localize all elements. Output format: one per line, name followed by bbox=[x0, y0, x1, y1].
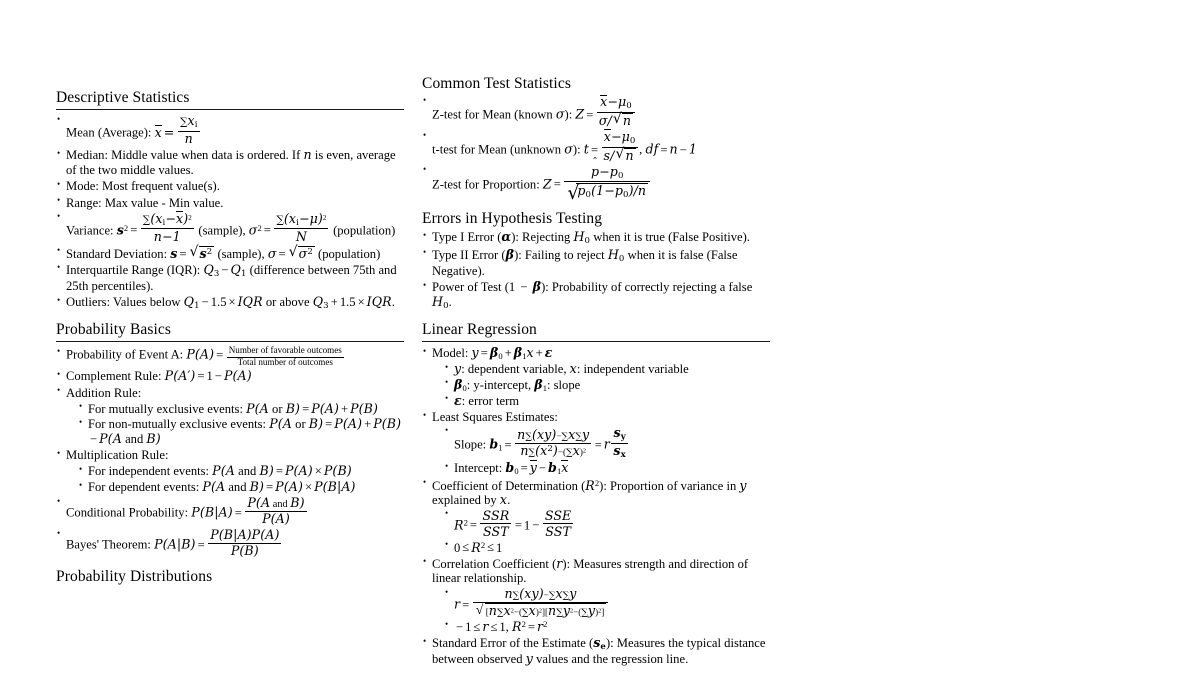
list-item: • Mean (Average): x = $\frac{\sum x_i}{n}$ bbox=[56, 114, 404, 146]
list-item: • Least Squares Estimates: • Slope: $b_1$ = $\frac{n\sum(xy)-\sum x\sum y}{n\sum(x^2)-(\sum x)^2}$ = r $\frac{s_y}{s_x}$ • Intercept: $b_0 = y - b_1x$ bbox=[422, 410, 770, 476]
list-item: • Multiplication Rule: • For independent events: P(A and B) = P(A) × P(B) • For dependent events: P(A and B) = P(A) × P(B|A) bbox=[56, 448, 404, 494]
list-item: • y: dependent variable, x: independent variable bbox=[445, 362, 770, 377]
heading-rule bbox=[56, 109, 404, 110]
list-item: • Correlation Coefficient (r): Measures strength and direction of linear relationship. • r = n∑(xy)−∑x∑y √ $[n\sum x^2-(\sum x)^2][n\sum y^2-(\sum y)^2]$ • − 1 ≤ r ≤ 1, $R^2 = r^2$ bbox=[422, 557, 770, 635]
list-common-test-statistics bbox=[422, 95, 770, 200]
list-linear-regression bbox=[422, 346, 770, 667]
list-item: • Complement Rule: P(A′) = 1 − P(A) bbox=[56, 369, 404, 384]
list-item: • Standard Deviation: s = √ $s^2$ (sample), σ = √ $\sigma^2$ (population) bbox=[56, 246, 404, 262]
heading-linear-regression: Linear Regression bbox=[422, 320, 537, 338]
heading-common-test-statistics: Common Test Statistics bbox=[422, 75, 571, 92]
list-item: • Z-test for Mean (known σ): Z = $\frac{x-\mu_0}{\sigma/ √ n}$ bbox=[422, 95, 770, 128]
section-errors-hypothesis-testing bbox=[422, 209, 770, 311]
list-item: • r = n∑(xy)−∑x∑y √ $[n\sum x^2-(\sum x)^2][n\sum y^2-(\sum y)^2]$ bbox=[445, 587, 770, 618]
list-item: • Outliers: Values below $Q_1 - 1.5$ × IQR or above $Q_3 + 1.5$ × IQR. bbox=[56, 295, 404, 311]
list-item: • Interquartile Range (IQR): $Q_3 - Q_1$ (difference between 75th and 25th percentiles). bbox=[56, 263, 404, 294]
section-descriptive-statistics bbox=[56, 88, 404, 311]
list-item: • Standard Error of the Estimate $(s_e)$: Measures the typical distance between observed y values and the regression line. bbox=[422, 636, 770, 667]
list-item: • Variance: $s^2$ = $\frac{\sum(x_i-x)^2}{n-1}$ (sample), $\sigma^2$ = $\frac{\sum(x_i-\mu)^2}{N}$ (population) bbox=[56, 212, 404, 244]
heading-rule bbox=[422, 341, 770, 342]
list-item: • Conditional Probability: P(B|A) = $\frac{\text{P(A and B)}}{P(A)}$ bbox=[56, 496, 404, 526]
sublist-model-terms bbox=[432, 362, 770, 409]
list-item: • − 1 ≤ r ≤ 1, $R^2 = r^2$ bbox=[445, 619, 770, 635]
sublist-multiplication-rule bbox=[66, 464, 404, 495]
list-item: • Probability of Event A: P(A) = $\frac{\text{Number of favorable outcomes}}{\text{Total number of outcomes}}$ bbox=[56, 346, 404, 368]
right-column bbox=[422, 0, 770, 667]
list-item: • Bayes' Theorem: P(A|B) = $\frac{P(B|A)P(A)}{P(B)}$ bbox=[56, 528, 404, 558]
sublist-addition-rule bbox=[66, 402, 404, 447]
list-item: • For dependent events: P(A and B) = P(A) × P(B|A) bbox=[79, 480, 404, 495]
list-item: • $R^2$ = $\frac{\text{SSR}}{\text{SST}}$ = 1 − $\frac{\text{SSE}}{\text{SST}}$ bbox=[445, 509, 770, 539]
list-item: • $\beta_0$: y-intercept, $\beta_1$: slope bbox=[445, 378, 770, 393]
sublist-least-squares bbox=[432, 426, 770, 476]
sublist-correlation bbox=[432, 587, 770, 635]
sublist-r-squared bbox=[432, 509, 770, 555]
list-item: • Intercept: $b_0 = y - b_1x$ bbox=[445, 461, 770, 476]
left-column bbox=[56, 0, 404, 626]
list-item: • Z-test for Proportion: Z = p $ˆ-p_0$ √ $p_0(1-p_0)/n$ bbox=[422, 165, 770, 200]
section-probability-basics bbox=[56, 320, 404, 558]
list-item: • For independent events: P(A and B) = P(A) × P(B) bbox=[79, 464, 404, 479]
list-item: • For mutually exclusive events: P(A or B) = P(A) + P(B) bbox=[79, 402, 404, 417]
list-item: • $0 \le R^2 \le 1$ bbox=[445, 540, 770, 556]
list-item: • Mode: Most frequent value(s). bbox=[56, 179, 404, 194]
section-probability-distributions bbox=[56, 567, 404, 586]
heading-probability-basics: Probability Basics bbox=[56, 321, 172, 338]
heading-errors-hypothesis-testing: Errors in Hypothesis Testing bbox=[422, 210, 603, 228]
list-item: • Range: Max value - Min value. bbox=[56, 196, 404, 211]
list-item: • Coefficient of Determination $(R^2)$: Proportion of variance in y explained by x. • $R^2$ = $\frac{\text{SSR}}{\text{SST}}$ = 1 − $\frac{\text{SSE}}{\text{SST}}$ • $0 \le R^2 \le 1$ bbox=[422, 478, 770, 556]
section-linear-regression bbox=[422, 320, 770, 667]
list-item: • ε: error term bbox=[445, 394, 770, 409]
section-common-test-statistics bbox=[422, 74, 770, 200]
heading-descriptive-statistics: Descriptive Statistics bbox=[56, 89, 190, 106]
list-item: • Addition Rule: • For mutually exclusive events: P(A or B) = P(A) + P(B) • For non-mutually exclusive events: P(A or B) = P(A) + P(B)− P(A and B) bbox=[56, 386, 404, 447]
list-probability-basics bbox=[56, 346, 404, 558]
list-item: • Type I Error (α): Rejecting $H_0$ when it is true (False Positive). bbox=[422, 230, 770, 246]
list-item: • Power of Test (1 − β): Probability of correctly rejecting a false $H_0$. bbox=[422, 280, 770, 311]
list-descriptive-statistics bbox=[56, 114, 404, 311]
list-item: • Model: $y = \beta_0 + \beta_1x + \varepsilon$ • y: dependent variable, x: independent variable • $\beta_0$: y-intercept, $\beta_1$: slope • ε: error term bbox=[422, 346, 770, 408]
list-item: • For non-mutually exclusive events: P(A or B) = P(A) + P(B)− P(A and B) bbox=[79, 417, 404, 447]
heading-rule bbox=[56, 341, 404, 342]
list-item: • t-test for Mean (unknown σ): t = $\frac{x-\mu_0}{s/ √ n}$ , df = n − 1 bbox=[422, 130, 770, 163]
list-errors-hypothesis-testing bbox=[422, 230, 770, 310]
list-item: • Median: Middle value when data is ordered. If n is even, average of the two middle values. bbox=[56, 148, 404, 178]
list-item: • Type II Error (β): Failing to reject $H_0$ when it is false (False Negative). bbox=[422, 248, 770, 279]
heading-probability-distributions: Probability Distributions bbox=[56, 568, 213, 586]
list-item: • Slope: $b_1$ = $\frac{n\sum(xy)-\sum x\sum y}{n\sum(x^2)-(\sum x)^2}$ = r $\frac{s_y}{s_x}$ bbox=[445, 426, 770, 460]
